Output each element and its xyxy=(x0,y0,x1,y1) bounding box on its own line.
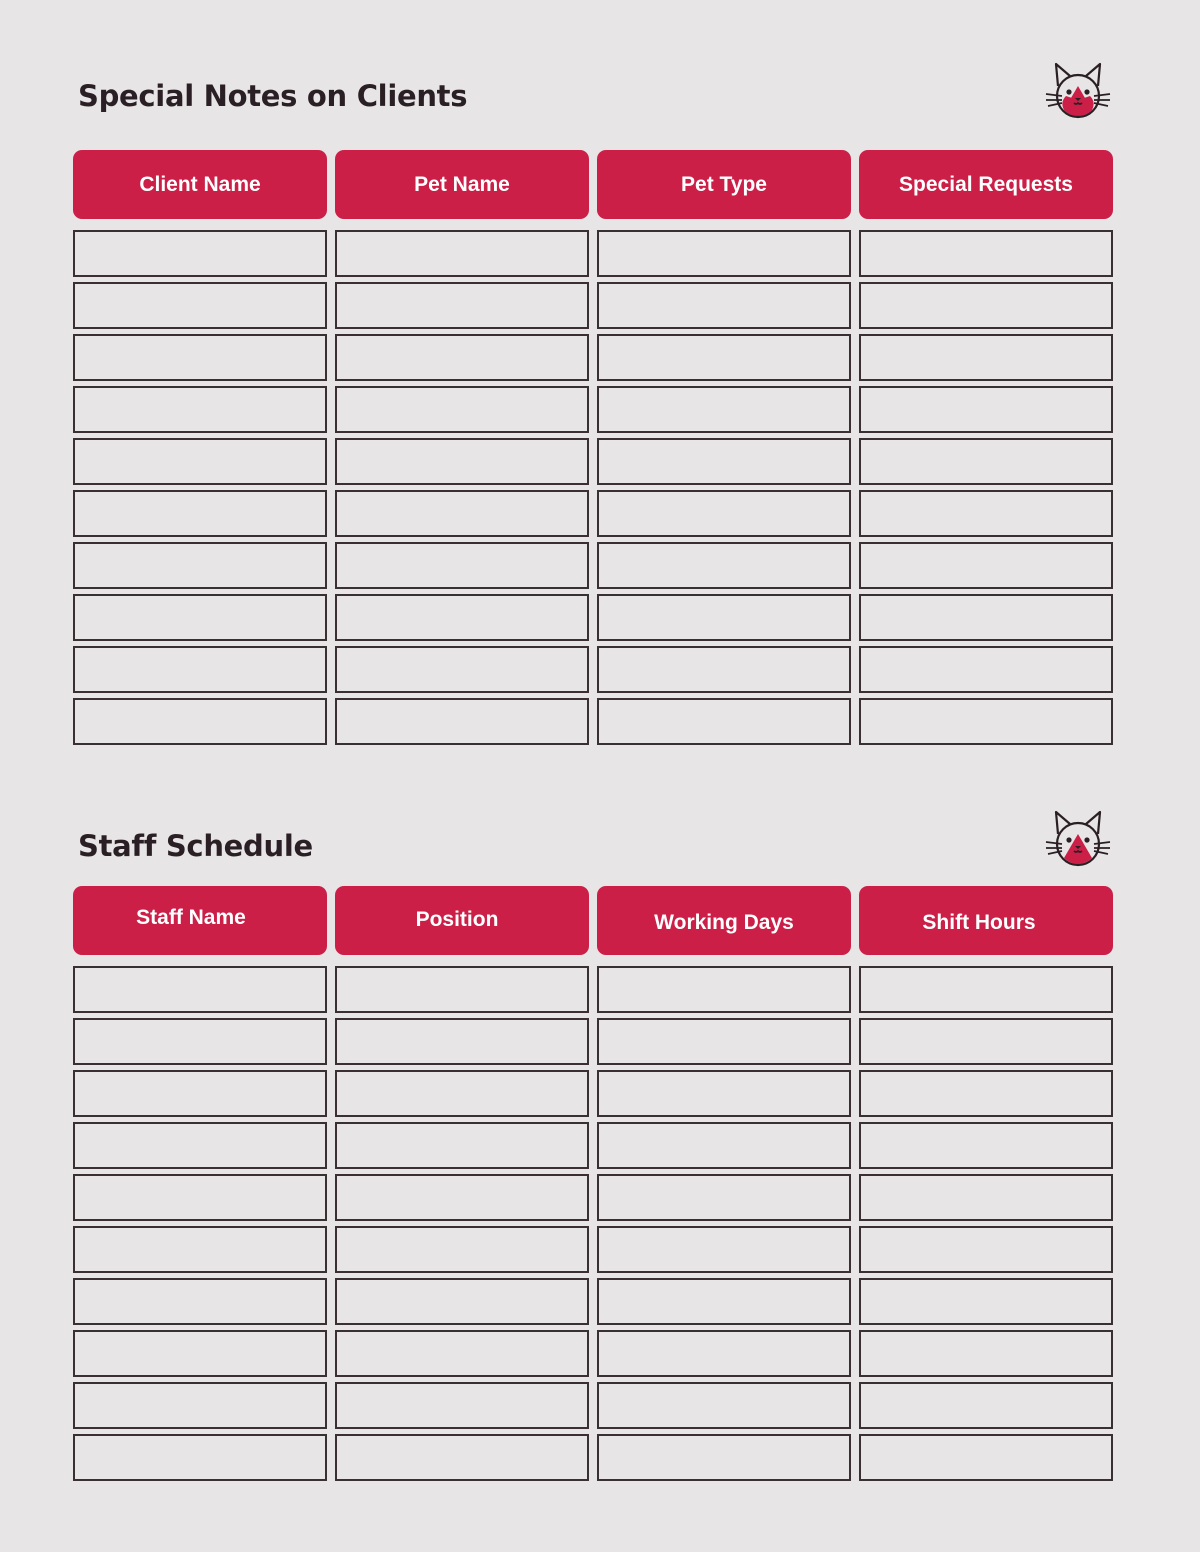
table-cell-input[interactable] xyxy=(335,698,589,745)
table-cell-input[interactable] xyxy=(335,1278,589,1325)
column-header-special-requests: Special Requests xyxy=(859,150,1113,219)
table-cell-input[interactable] xyxy=(597,490,851,537)
table-cell-input[interactable] xyxy=(859,334,1113,381)
table-cell-input[interactable] xyxy=(73,438,327,485)
table-cell-input[interactable] xyxy=(335,1018,589,1065)
column-header-pet-name: Pet Name xyxy=(335,150,589,219)
table-row xyxy=(73,1174,1114,1221)
table-cell-input[interactable] xyxy=(859,1434,1113,1481)
table-cell-input[interactable] xyxy=(859,386,1113,433)
table-cell-input[interactable] xyxy=(335,282,589,329)
table-cell-input[interactable] xyxy=(597,966,851,1013)
table-cell-input[interactable] xyxy=(597,646,851,693)
table-row xyxy=(73,490,1114,537)
table-row xyxy=(73,966,1114,1013)
table-cell-input[interactable] xyxy=(73,1382,327,1429)
column-header-pet-type: Pet Type xyxy=(597,150,851,219)
staff-schedule-table xyxy=(73,886,1114,1481)
table-cell-input[interactable] xyxy=(73,490,327,537)
table-row xyxy=(73,386,1114,433)
table-cell-input[interactable] xyxy=(859,646,1113,693)
table-row xyxy=(73,1382,1114,1429)
table-cell-input[interactable] xyxy=(73,1330,327,1377)
table-cell-input[interactable] xyxy=(597,594,851,641)
table-row xyxy=(73,594,1114,641)
table-cell-input[interactable] xyxy=(335,1226,589,1273)
table-cell-input[interactable] xyxy=(73,646,327,693)
table-cell-input[interactable] xyxy=(335,1330,589,1377)
table-cell-input[interactable] xyxy=(597,230,851,277)
column-header-client-name: Client Name xyxy=(73,150,327,219)
table-row xyxy=(73,282,1114,329)
table-cell-input[interactable] xyxy=(73,966,327,1013)
table-cell-input[interactable] xyxy=(597,1226,851,1273)
table-header-row xyxy=(73,150,1114,219)
table-cell-input[interactable] xyxy=(73,230,327,277)
table-row xyxy=(73,1070,1114,1117)
table-cell-input[interactable] xyxy=(859,1278,1113,1325)
table-cell-input[interactable] xyxy=(859,1122,1113,1169)
table-row xyxy=(73,230,1114,277)
table-cell-input[interactable] xyxy=(597,1174,851,1221)
table-cell-input[interactable] xyxy=(73,698,327,745)
table-row xyxy=(73,334,1114,381)
table-cell-input[interactable] xyxy=(597,542,851,589)
cat-face-icon xyxy=(1044,60,1112,120)
table-cell-input[interactable] xyxy=(859,438,1113,485)
table-cell-input[interactable] xyxy=(335,646,589,693)
table-cell-input[interactable] xyxy=(73,334,327,381)
table-cell-input[interactable] xyxy=(859,1018,1113,1065)
table-cell-input[interactable] xyxy=(859,966,1113,1013)
section-title-client-notes: Special Notes on Clients xyxy=(78,79,468,113)
table-cell-input[interactable] xyxy=(73,1434,327,1481)
table-body xyxy=(73,966,1114,1481)
table-row xyxy=(73,542,1114,589)
table-cell-input[interactable] xyxy=(73,1174,327,1221)
table-cell-input[interactable] xyxy=(859,698,1113,745)
table-cell-input[interactable] xyxy=(335,1434,589,1481)
table-row xyxy=(73,1018,1114,1065)
table-cell-input[interactable] xyxy=(73,1070,327,1117)
table-row xyxy=(73,1434,1114,1481)
table-cell-input[interactable] xyxy=(73,386,327,433)
table-cell-input[interactable] xyxy=(859,1070,1113,1117)
table-cell-input[interactable] xyxy=(597,386,851,433)
table-cell-input[interactable] xyxy=(335,542,589,589)
table-cell-input[interactable] xyxy=(597,1018,851,1065)
table-cell-input[interactable] xyxy=(597,1434,851,1481)
table-cell-input[interactable] xyxy=(335,386,589,433)
table-cell-input[interactable] xyxy=(335,1382,589,1429)
table-cell-input[interactable] xyxy=(859,1382,1113,1429)
table-cell-input[interactable] xyxy=(597,1278,851,1325)
table-cell-input[interactable] xyxy=(73,1278,327,1325)
table-cell-input[interactable] xyxy=(73,594,327,641)
cat-face-icon xyxy=(1044,808,1112,868)
table-cell-input[interactable] xyxy=(335,966,589,1013)
table-row xyxy=(73,1122,1114,1169)
table-cell-input[interactable] xyxy=(859,490,1113,537)
table-cell-input[interactable] xyxy=(597,438,851,485)
table-cell-input[interactable] xyxy=(335,490,589,537)
table-cell-input[interactable] xyxy=(597,1122,851,1169)
table-cell-input[interactable] xyxy=(597,698,851,745)
table-body xyxy=(73,230,1114,745)
table-cell-input[interactable] xyxy=(73,542,327,589)
table-cell-input[interactable] xyxy=(73,282,327,329)
table-cell-input[interactable] xyxy=(859,1330,1113,1377)
table-row xyxy=(73,698,1114,745)
table-cell-input[interactable] xyxy=(335,1174,589,1221)
table-row xyxy=(73,1278,1114,1325)
table-cell-input[interactable] xyxy=(859,594,1113,641)
table-cell-input[interactable] xyxy=(73,1226,327,1273)
table-row xyxy=(73,438,1114,485)
table-cell-input[interactable] xyxy=(335,334,589,381)
table-cell-input[interactable] xyxy=(859,230,1113,277)
table-row xyxy=(73,646,1114,693)
table-cell-input[interactable] xyxy=(597,334,851,381)
column-header-staff-name: Staff Name xyxy=(73,886,327,955)
table-cell-input[interactable] xyxy=(335,1122,589,1169)
column-header-working-days: Working Days xyxy=(597,886,851,955)
column-header-position: Position xyxy=(335,886,589,955)
table-cell-input[interactable] xyxy=(859,1174,1113,1221)
table-cell-input[interactable] xyxy=(335,230,589,277)
table-cell-input[interactable] xyxy=(859,542,1113,589)
table-row xyxy=(73,1226,1114,1273)
section-title-staff-schedule: Staff Schedule xyxy=(78,829,313,863)
table-row xyxy=(73,1330,1114,1377)
column-header-shift-hours: Shift Hours xyxy=(859,886,1113,955)
table-cell-input[interactable] xyxy=(597,282,851,329)
table-cell-input[interactable] xyxy=(335,438,589,485)
table-cell-input[interactable] xyxy=(335,594,589,641)
table-cell-input[interactable] xyxy=(597,1330,851,1377)
table-header-row xyxy=(73,886,1114,955)
table-cell-input[interactable] xyxy=(73,1018,327,1065)
table-cell-input[interactable] xyxy=(859,1226,1113,1273)
table-cell-input[interactable] xyxy=(597,1382,851,1429)
table-cell-input[interactable] xyxy=(335,1070,589,1117)
client-notes-table xyxy=(73,150,1114,745)
table-cell-input[interactable] xyxy=(73,1122,327,1169)
table-cell-input[interactable] xyxy=(597,1070,851,1117)
table-cell-input[interactable] xyxy=(859,282,1113,329)
